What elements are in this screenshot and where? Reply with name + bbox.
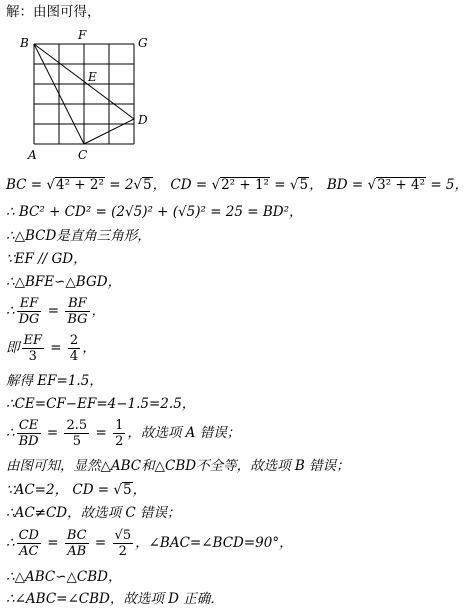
label-d: D [138,113,148,127]
grid-figure [14,28,164,168]
label-g: G [138,36,148,50]
option-d-line: ∴∠ABC=∠CBD，故选项 D 正确． [6,591,224,607]
solution-intro: 解：由图可得， [6,4,101,20]
label-a: A [28,148,37,162]
pythagoras-line: ∴ BC² + CD² = (2√5)² + (√5)² = 25 = BD²， [6,204,303,220]
similar-line-1: ∴△BFE∽△BGD， [6,274,122,290]
ac-cd-line: ∵AC=2， CD = √5， [6,482,147,498]
option-a-line: ∴ $\frac{CE}{BD}$ = $\frac{2.5}{5}$ = $\frac{1}{2}$ ，故选项 A 错误； [6,418,241,449]
label-c: C [78,148,88,162]
label-b: B [20,36,29,50]
similar-line-2: ∴△ABC∽△CBD， [6,569,122,585]
option-b-line: 由图可知，显然△ABC和△CBD不全等，故选项 B 错误； [6,458,350,474]
solve-ef-line: 解得 EF=1.5， [6,373,103,389]
label-e: E [88,70,97,84]
parallel-line: ∵EF // GD， [6,251,87,267]
ratio-line-1: ∴ $\frac{EF}{DG}$ = $\frac{BF}{BG}$ ， [6,296,105,327]
lengths-line: BC = √4² + 2² = 2√5， CD = √2² + 1² = √5， BD = √3² + 4² = 5， [6,177,468,193]
option-c-line: ∴AC≠CD，故选项 C 错误； [6,505,181,521]
ratio-line-2: 即 $\frac{EF}{3}$ = $\frac{2}{4}$ ， [6,333,96,364]
right-triangle-line: ∴△BCD是直角三角形， [6,228,151,244]
ratio-line-3: ∴ $\frac{CD}{AC}$ = $\frac{BC}{AB}$ = $\frac{√5}{2}$ ，∠BAC=∠BCD=90°， [6,528,293,559]
ce-line: ∴CE=CF−EF=4−1.5=2.5， [6,396,196,412]
label-f: F [78,28,87,42]
